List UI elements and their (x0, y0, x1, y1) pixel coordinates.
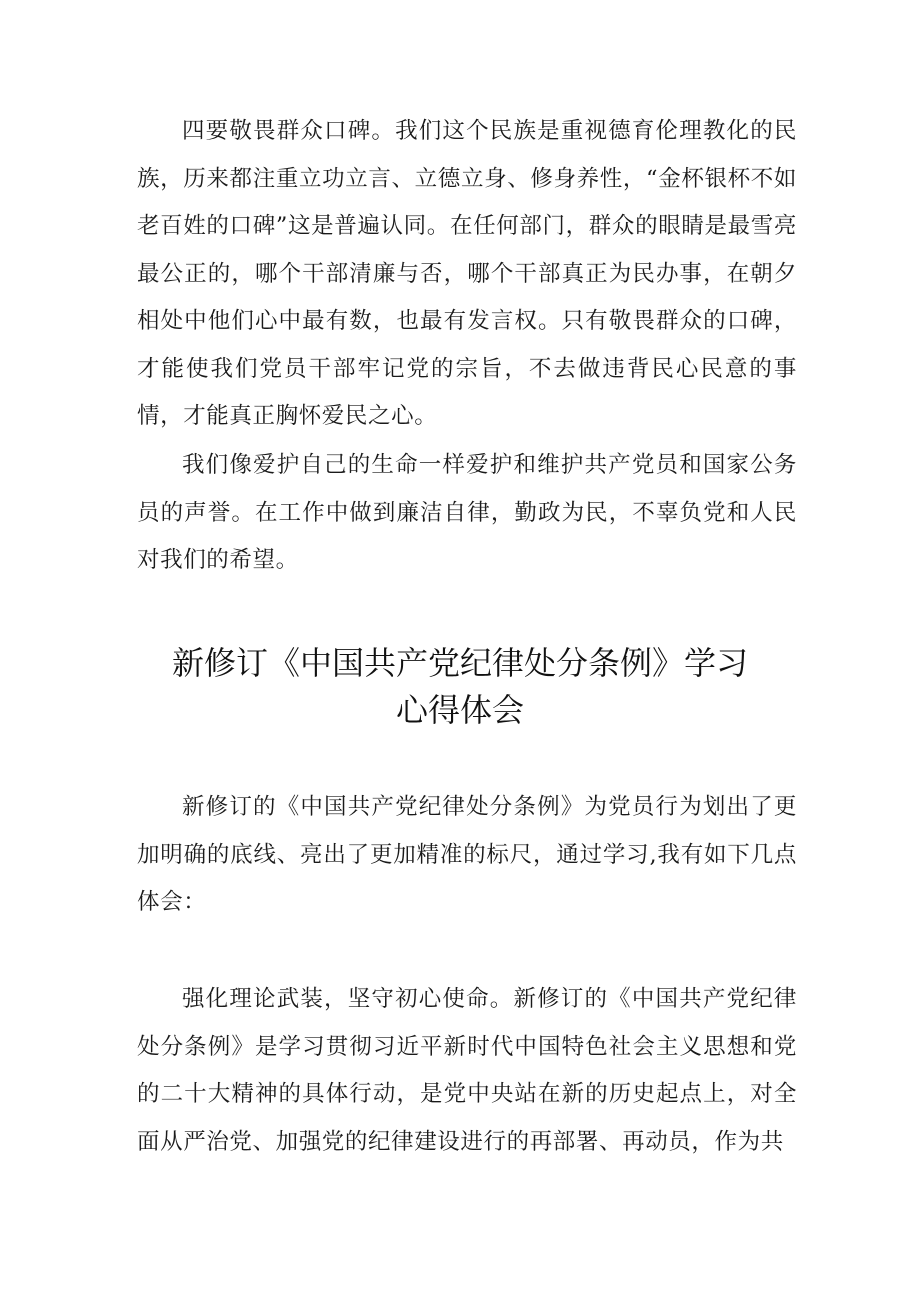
article-title-line2: 心得体会 (395, 691, 524, 729)
paragraph-protect-reputation: 我们像爱护自己的生命一样爱护和维护共产党员和国家公务员的声誉。在工作中做到廉洁自律，勤政为民，不辜负党和人民对我们的希望。 (137, 452, 797, 573)
article-title (120, 640, 800, 734)
paragraph-intro: 新修订的《中国共产党纪律处分条例》为党员行为划出了更加明确的底线、亮出了更加精准的标尺，通过学习,我有如下几点体会： (137, 794, 797, 915)
article-title-line1: 新修订《中国共产党纪律处分条例》学习 (171, 644, 748, 682)
paragraph-theory-armament: 强化理论武装，坚守初心使命。新修订的《中国共产党纪律处分条例》是学习贯彻习近平新时代中国特色社会主义思想和党的二十大精神的具体行动，是党中央站在新的历史起点上，对全面从严治党、加强党的纪律建设进行的再部署、再动员，作为共 (137, 986, 797, 1155)
paragraph-respect-public-reputation: 四要敬畏群众口碑。我们这个民族是重视德育伦理教化的民族，历来都注重立功立言、立德立身、修身养性，“金杯银杯不如老百姓的口碑”这是普遍认同。在任何部门，群众的眼睛是最雪亮最公正的，哪个干部清廉与否，哪个干部真正为民办事，在朝夕相处中他们心中最有数，也最有发言权。只有敬畏群众的口碑，才能使我们党员干部牢记党的宗旨，不去做违背民心民意的事情，才能真正胸怀爱民之心。 (137, 118, 797, 429)
